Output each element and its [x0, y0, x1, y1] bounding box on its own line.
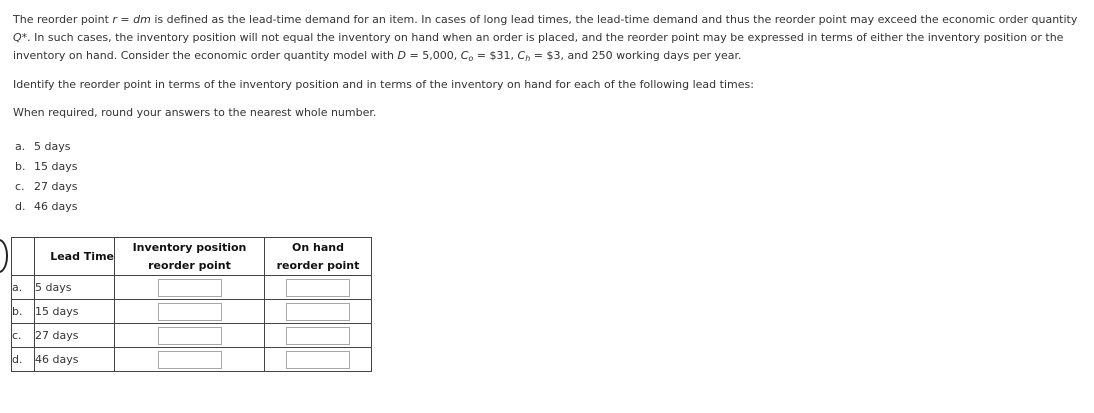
- list-item-letter: c.: [15, 180, 25, 193]
- header-on-hand: On hand reorder point: [265, 238, 372, 276]
- header-blank: [12, 238, 35, 276]
- table-row: [12, 348, 372, 372]
- inventory-position-input[interactable]: [158, 303, 222, 321]
- list-item-text: 27 days: [34, 180, 78, 193]
- list-item: [15, 138, 77, 158]
- list-item-text: 5 days: [34, 140, 71, 153]
- list-item-text: 46 days: [34, 200, 78, 213]
- answer-table: [11, 237, 372, 372]
- header-inventory-position: Inventory position reorder point: [115, 238, 265, 276]
- row-letter: b.: [12, 300, 35, 324]
- problem-statement: The reorder point r = dm is defined as the lead-time demand for an item. In cases of long lead times, the lead-time demand and thus the reorder point may exceed the economic order quantity Q*. In such cases, the inventory position will not equal the inventory on hand when an order is placed, and the reorder point may be expressed in terms of either the inventory position or the inventory on hand. Consider the economic order quantity model with D = 5,000, $C_o$ = $31, $C_h$ = $3, and 250 working days per year.: [13, 13, 1078, 63]
- row-letter: a.: [12, 276, 35, 300]
- left-bracket-decoration: [0, 239, 8, 273]
- row-lead-time: 5 days: [35, 276, 115, 300]
- instruction-text: Identify the reorder point in terms of the inventory position and in terms of the inventory on hand for each of the following lead times:: [13, 78, 754, 91]
- list-item: [15, 158, 77, 178]
- lead-time-list: [15, 138, 77, 218]
- list-item-letter: d.: [15, 200, 26, 213]
- list-item: [15, 198, 77, 218]
- list-item-letter: a.: [15, 140, 26, 153]
- inventory-position-input[interactable]: [158, 279, 222, 297]
- on-hand-input[interactable]: [286, 327, 350, 345]
- inventory-position-input[interactable]: [158, 351, 222, 369]
- on-hand-input[interactable]: [286, 279, 350, 297]
- row-letter: d.: [12, 348, 35, 372]
- table-header-row: [12, 238, 372, 276]
- row-lead-time: 15 days: [35, 300, 115, 324]
- on-hand-input[interactable]: [286, 351, 350, 369]
- row-lead-time: 27 days: [35, 324, 115, 348]
- list-item: [15, 178, 77, 198]
- rounding-note: When required, round your answers to the nearest whole number.: [13, 106, 377, 119]
- header-lead-time: Lead Time: [35, 238, 115, 276]
- list-item-letter: b.: [15, 160, 26, 173]
- table-row: [12, 276, 372, 300]
- list-item-text: 15 days: [34, 160, 78, 173]
- table-row: [12, 324, 372, 348]
- inventory-position-input[interactable]: [158, 327, 222, 345]
- on-hand-input[interactable]: [286, 303, 350, 321]
- row-lead-time: 46 days: [35, 348, 115, 372]
- table-row: [12, 300, 372, 324]
- row-letter: c.: [12, 324, 35, 348]
